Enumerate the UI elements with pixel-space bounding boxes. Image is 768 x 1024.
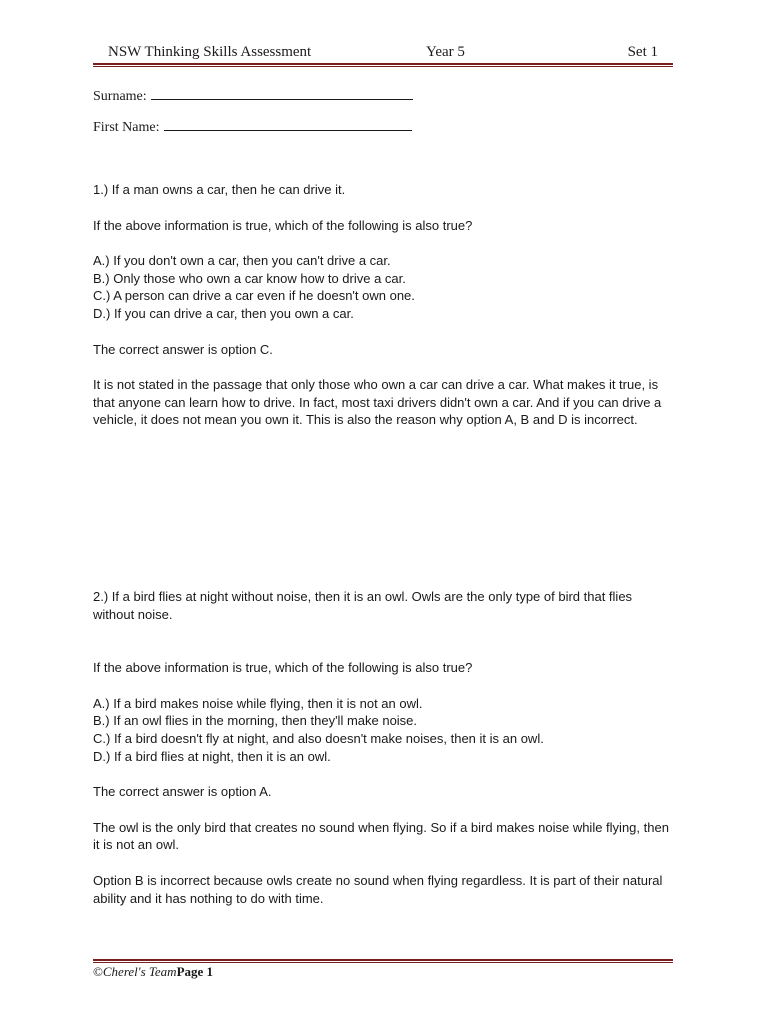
question-1 [93,181,673,429]
footer-divider [93,959,673,963]
surname-blank-line [151,98,413,100]
question-2-answer: The correct answer is option A. [93,784,272,800]
question-1-instruction: If the above information is true, which of the following is also true? [93,217,473,233]
copyright-symbol: © [93,964,103,979]
question-2-option-c: C.) If a bird doesn't fly at night, and also doesn't make noises, then it is an owl. [93,730,544,746]
question-1-option-c: C.) A person can drive a car even if he doesn't own one. [93,288,415,304]
question-2-explanation-2: Option B is incorrect because owls create no sound when flying regardless. It is part of their natural ability and it has nothing to do with time. [93,872,663,906]
surname-field [93,89,413,105]
first-name-blank-line [164,129,412,131]
page-header [108,44,658,64]
header-divider [93,63,673,67]
question-2-option-a: A.) If a bird makes noise while flying, then it is not an owl. [93,695,423,711]
question-1-option-b: B.) Only those who own a car know how to drive a car. [93,270,406,286]
year-label: Year 5 [426,44,465,60]
first-name-field [93,120,412,136]
question-2-explanation: The owl is the only bird that creates no sound when flying. So if a bird makes noise while flying, then it is not an owl. [93,819,669,853]
question-2-instruction: If the above information is true, which of the following is also true? [93,660,473,676]
question-2 [93,588,673,907]
team-name: Cherel's Team [102,964,177,979]
question-1-answer: The correct answer is option C. [93,341,273,357]
question-1-option-d: D.) If you can drive a car, then you own a car. [93,305,354,321]
page-footer [93,964,213,980]
page-number: Page 1 [176,964,214,979]
surname-label: Surname: [93,89,147,104]
set-label: Set 1 [627,44,658,60]
question-1-prompt: 1.) If a man owns a car, then he can drive it. [93,182,346,197]
question-1-option-a: A.) If you don't own a car, then you can't drive a car. [93,253,391,269]
first-name-label: First Name: [93,120,160,135]
question-2-option-b: B.) If an owl flies in the morning, then they'll make noise. [93,713,418,729]
assessment-title: NSW Thinking Skills Assessment [108,44,312,60]
question-1-explanation: It is not stated in the passage that only those who own a car can drive a car. What makes it true, is that anyone can learn how to drive. In fact, most taxi drivers didn't own a car. And if you can drive a vehicle, it does not mean you own it. This is also the reason why option A, B and D is incorrect. [93,377,662,428]
question-2-option-d: D.) If a bird flies at night, then it is an owl. [93,748,331,764]
question-2-prompt: 2.) If a bird flies at night without noise, then it is an owl. Owls are the only type of bird that flies without noise. [93,589,633,622]
